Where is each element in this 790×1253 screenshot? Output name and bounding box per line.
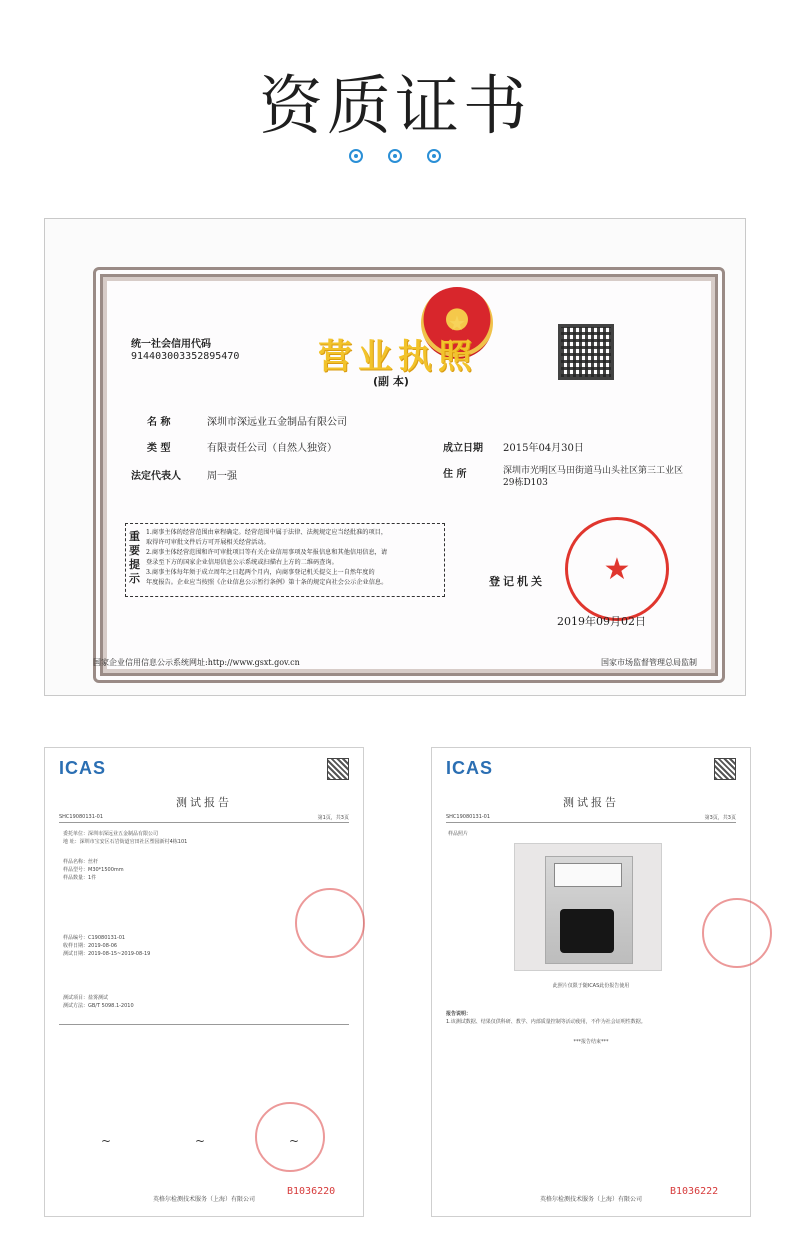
serial-number: B1036220: [287, 1186, 336, 1197]
report-row: 样品型号：M30*1500mm: [63, 867, 124, 873]
credit-code-label: 统一社会信用代码: [131, 339, 211, 350]
official-seal-icon: ★: [565, 517, 669, 621]
dot-icon: [349, 149, 363, 163]
report-row: 地 址：深圳市宝安区石岩街道官田社区塑园新村4栋101: [63, 839, 188, 845]
report-row: 样品名称：丝杆: [63, 859, 99, 865]
serial-number: B1036222: [670, 1186, 719, 1197]
notice-line: 3.商事主体每年须于成立周年之日起两个月内，向商事登记机关提交上一自然年度的: [146, 569, 375, 576]
field-value-legal-rep: 周一强: [207, 471, 237, 482]
report-title: 测试报告: [563, 796, 619, 809]
field-label-address: 住 所: [443, 469, 467, 480]
divider: [59, 1024, 349, 1025]
field-value-address: 深圳市光明区马田街道马山头社区第三工业区29栋D103: [503, 466, 684, 488]
test-report-page-3: [431, 747, 751, 1217]
field-value-name: 深圳市深远业五金制品有限公司: [207, 417, 347, 428]
report-page: 第3页，共3页: [704, 815, 736, 821]
field-label-legal-rep: 法定代表人: [131, 471, 181, 482]
field-label-established: 成立日期: [443, 443, 483, 454]
issue-date: 2019年09月02日: [557, 615, 646, 628]
sample-photo: [514, 843, 662, 971]
report-row: 测试方法：GB/T 5098.1-2010: [63, 1003, 134, 1009]
license-title: 营业执照: [318, 337, 478, 377]
notice-line: 年度报告。企业应当按照《企业信息公示暂行条例》第十条的规定向社会公示企业信息。: [146, 579, 388, 586]
dot-icon: [388, 149, 402, 163]
sample-part: [560, 909, 614, 953]
field-label-type: 类 型: [147, 443, 171, 454]
field-value-established: 2015年04月30日: [503, 443, 584, 454]
page-title: 资质证书: [259, 70, 531, 144]
footer-issuer: 国家市场监督管理总局监制: [601, 658, 697, 667]
authority-label: 登记机关: [489, 575, 545, 588]
icas-logo: ICAS: [446, 758, 494, 778]
report-row: 测试日期：2019-08-15~2019-08-19: [63, 951, 151, 957]
report-footer: 英格尔检测技术服务（上海）有限公司: [152, 1196, 255, 1203]
notice-line: 1.商事主体的经营范围由章程确定。经营范围中属于法律、法规规定应当经批准的项目，: [146, 529, 388, 536]
footer-website: 国家企业信用信息公示系统网址:http://www.gsxt.gov.cn: [93, 658, 300, 667]
signature: ~: [101, 1134, 112, 1148]
test-report-page-1: [44, 747, 364, 1217]
notice-line: 2.商事主体经营范围和许可审批项目等有关企业信用事项及年报信息和其他信用信息，请: [146, 549, 388, 556]
signature: ~: [289, 1134, 300, 1148]
credit-code: 914403003352895470: [131, 351, 240, 362]
statement-title: 报告说明：: [446, 1011, 472, 1017]
copy-label: (副 本): [373, 375, 409, 388]
notice-line: 取得许可审批文件后方可开展相关经营活动。: [146, 539, 270, 546]
report-row: 收样日期：2019-08-06: [63, 943, 118, 949]
seal-icon: [295, 888, 365, 958]
sample-bag: [545, 856, 633, 964]
seal-icon: [702, 898, 772, 968]
icas-logo: ICAS: [59, 758, 107, 778]
report-row: 样品数量：1件: [63, 875, 97, 881]
qr-code-icon: [561, 327, 611, 377]
report-page: 第1页，共3页: [317, 815, 349, 821]
notice-line: 登录至下方的国家企业信用信息公示系统或扫描右上方的二维码查询。: [146, 559, 338, 566]
decorative-dots: [0, 148, 790, 167]
report-row: 样品编号：C19080131-01: [63, 935, 126, 941]
signature: ~: [195, 1134, 206, 1148]
notice-box: [125, 523, 445, 597]
dot-icon: [427, 149, 441, 163]
report-row: 委托单位：深圳市深远业五金制品有限公司: [63, 831, 159, 837]
divider: [59, 822, 349, 823]
report-title: 测试报告: [176, 796, 232, 809]
report-number: SHC19080131-01: [446, 814, 491, 820]
divider: [446, 822, 736, 823]
qr-code-icon: [327, 758, 349, 780]
qr-code-icon: [714, 758, 736, 780]
photo-caption-top: 样品照片: [448, 831, 469, 837]
national-emblem-icon: ★: [421, 287, 493, 359]
report-row: 测试项目：盐雾测试: [63, 995, 109, 1001]
statement-text: 1.该测试数据、结果仅供科研、教学、内部质量控制等活动使用，不作为社会证明性数据。: [446, 1019, 646, 1025]
license-frame: [93, 267, 725, 683]
sample-label: [554, 863, 622, 887]
photo-caption: 此照片仅限于随ICAS此份报告使用: [552, 983, 630, 989]
notice-title: 重要提示: [129, 530, 140, 585]
business-license-image: [44, 218, 746, 696]
report-end: ***报告结束***: [573, 1039, 609, 1045]
field-label-name: 名 称: [147, 417, 171, 428]
field-value-type: 有限责任公司（自然人独资）: [207, 443, 337, 454]
report-footer: 英格尔检测技术服务（上海）有限公司: [539, 1196, 642, 1203]
report-number: SHC19080131-01: [59, 814, 104, 820]
